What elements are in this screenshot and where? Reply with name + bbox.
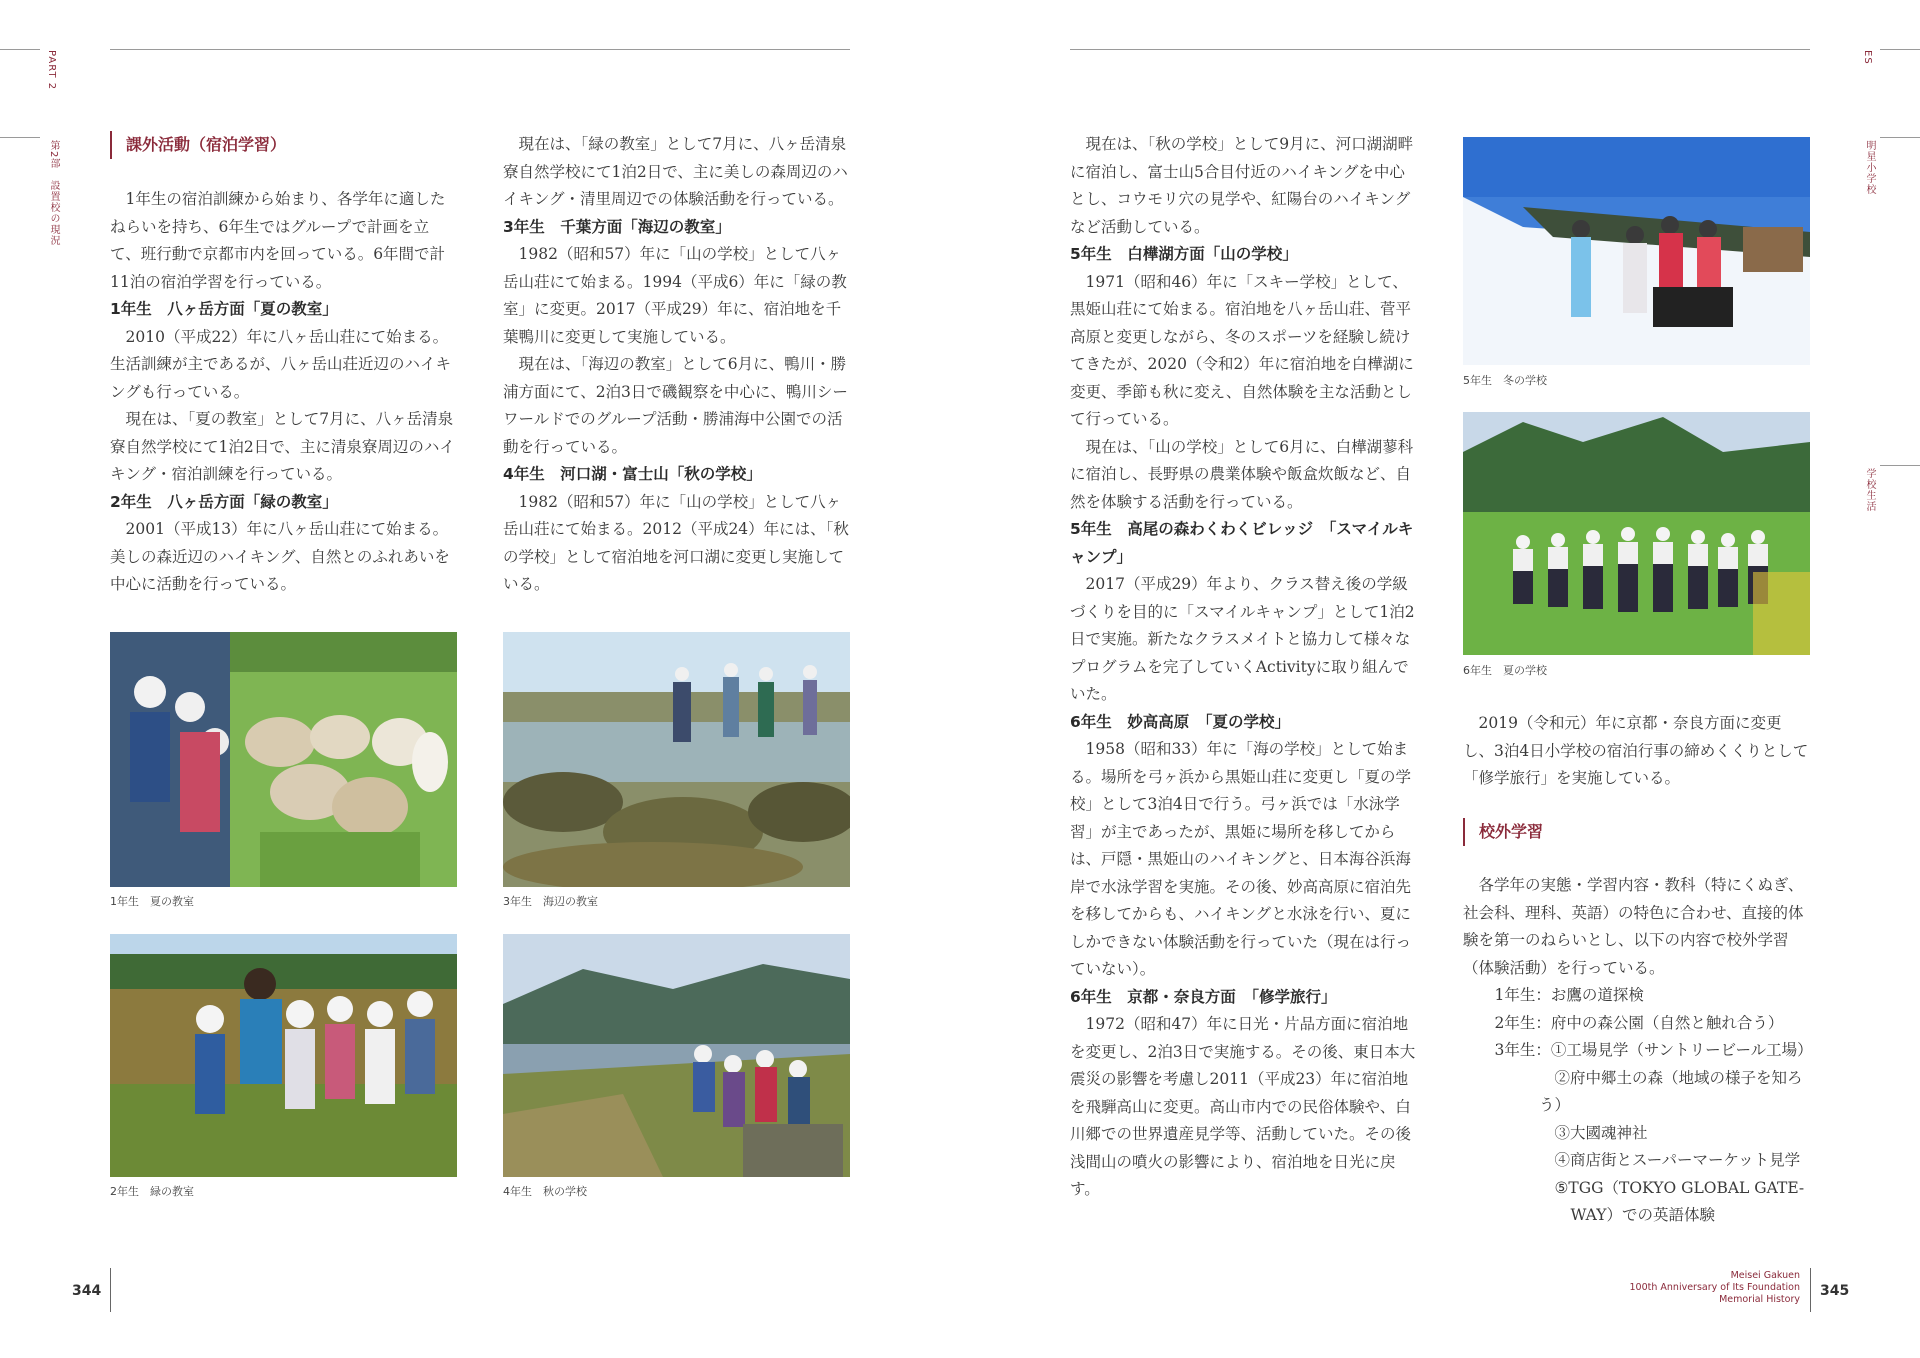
- text-column-1: [110, 186, 458, 599]
- text-column-3: [1070, 131, 1418, 1204]
- tab-school-life: 学校生活: [1864, 468, 1875, 512]
- paragraph: 現在は、「海辺の教室」として6月に、鴨川・勝浦方面にて、2泊3日で磯観察を中心に、鴨川シーワールドでのグループ活動・勝浦海中公園での活動を行っている。: [503, 355, 848, 456]
- page-number-left: 344: [72, 1283, 102, 1299]
- caption-photo-4: 4年生 秋の学校: [503, 1185, 587, 1198]
- paragraph: 1982（昭和57）年に「山の学校」として八ヶ岳山荘にて始まる。1994（平成6）年に「緑の教室」に変更。2017（平成29）年に、宿泊地を千葉鴨川に変更して実施している。: [503, 245, 847, 346]
- chapter-tab: 第2部 設置校の現況: [48, 140, 59, 247]
- list-item: ③大國魂神社: [1554, 1123, 1648, 1142]
- paragraph: 1958（昭和33）年に「海の学校」として始まる。場所を弓ヶ浜から黒姫山荘に変更し「夏の学校」として3泊4日で行う。弓ヶ浜では「水泳学習」が主であったが、黒姫に場所を移してからは、戸隠・黒姫山のハイキングと、日本海谷浜海岸で水泳学習を実施。その後、妙高高原に宿泊先を移してからも、ハイキングと水泳を行い、夏にしかできない体験活動を行っていた（現在は行っていない）。: [1070, 740, 1412, 978]
- paragraph: 現在は、「秋の学校」として9月に、河口湖湖畔に宿泊し、富士山5合目付近のハイキングを中心とし、コウモリ穴の見学や、紅陽台のハイキングなど活動している。: [1070, 135, 1414, 236]
- section-title-outing: 校外学習: [1463, 818, 1543, 846]
- paragraph: 2010（平成22）年に八ヶ岳山荘にて始まる。生活訓練が主であるが、八ヶ岳山荘近辺のハイキングも行っている。: [110, 327, 452, 401]
- page-number-bar-right: [1810, 1268, 1811, 1312]
- list-item: 3年生：①工場見学（サントリービール工場）: [1494, 1041, 1813, 1059]
- caption-photo-3: 2年生 緑の教室: [110, 1185, 194, 1198]
- left-tab-rule: [0, 137, 40, 138]
- paragraph: 現在は、「夏の教室」として7月に、八ヶ岳清泉寮自然学校にて1泊2日で、主に清泉寮周辺のハイキング・宿泊訓練を行っている。: [110, 410, 455, 483]
- text-column-4-outing: [1463, 872, 1811, 1230]
- footer-book-title: [1560, 1270, 1800, 1306]
- list-item: ④商店街とスーパーマーケット見学: [1554, 1151, 1801, 1169]
- paragraph: 1982（昭和57）年に「山の学校」として八ヶ岳山荘にて始まる。2012（平成24）年には、「秋の学校」として宿泊地を河口湖に変更し実施している。: [503, 492, 849, 593]
- right-top-rule: [1880, 49, 1920, 50]
- list-item: WAY）での英語体験: [1570, 1206, 1715, 1224]
- left-header-rule: [110, 49, 850, 50]
- caption-photo-1: 1年生 夏の教室: [110, 895, 194, 908]
- photo-green-classroom: [110, 934, 457, 1177]
- photo-winter-school: [1463, 137, 1810, 365]
- caption-photo-2: 3年生 海辺の教室: [503, 895, 598, 908]
- paragraph: 2019（令和元）年に京都・奈良方面に変更し、3泊4日小学校の宿泊行事の締めくくりとして「修学旅行」を実施している。: [1463, 714, 1809, 787]
- caption-photo-6: 6年生 夏の学校: [1463, 664, 1547, 677]
- photo-summer-school: [1463, 412, 1810, 655]
- subheading-grade6-trip: 6年生 京都・奈良方面 「修学旅行」: [1070, 987, 1337, 1006]
- text-column-2: [503, 131, 851, 599]
- footer-line: 100th Anniversary of Its Foundation: [1629, 1282, 1800, 1293]
- paragraph: 1971（昭和46）年に「スキー学校」として、黒姫山荘にて始まる。宿泊地を八ヶ岳山荘、菅平高原と変更しながら、冬のスポーツを経験し続けてきたが、2020（令和2）年に宿泊地を白樺湖に変更、季節も秋に変え、自然体験を主な活動として行っている。: [1070, 272, 1414, 428]
- list-item: 1年生：お鷹の道探検: [1494, 986, 1644, 1004]
- list-item: ②府中郷土の森（地域の様子を知ろう）: [1539, 1068, 1803, 1114]
- paragraph: 2001（平成13）年に八ヶ岳山荘にて始まる。美しの森近辺のハイキング、自然とのふれあいを中心に活動を行っている。: [110, 520, 450, 593]
- photo-autumn-school: [503, 934, 850, 1177]
- photo-summer-classroom-sheep: [110, 632, 457, 887]
- subheading-grade5-mountain: 5年生 白樺湖方面「山の学校」: [1070, 245, 1298, 263]
- running-head-part: PART 2: [46, 50, 57, 91]
- photo-seaside-classroom: [503, 632, 850, 887]
- paragraph: 2017（平成29）年より、クラス替え後の学級づくりを目的に「スマイルキャンプ」として1泊2日で実施。新たなクラスメイトと協力して様々なプログラムを完了していくActivityに取り組んでいた。: [1070, 575, 1415, 703]
- running-head-es: ES: [1862, 50, 1873, 65]
- page-number-right: 345: [1820, 1283, 1850, 1299]
- paragraph: 各学年の実態・学習内容・教科（特にくぬぎ、社会科、理科、英語）の特色に合わせ、直接的体験を第一のねらいとし、以下の内容で校外学習（体験活動）を行っている。: [1463, 876, 1804, 977]
- caption-photo-5: 5年生 冬の学校: [1463, 374, 1547, 387]
- paragraph: 1972（昭和47）年に日光・片品方面に宿泊地を変更し、2泊3日で実施する。その後、東日本大震災の影響を考慮し2011（平成23）年に宿泊地を飛騨高山に変更。高山市内での民俗体験や、白川郷での世界遺産見学等、活動していた。その後浅間山の噴火の影響により、宿泊地を日光に戻す。: [1070, 1015, 1416, 1198]
- list-item: ⑤TGG（TOKYO GLOBAL GATE-: [1554, 1178, 1805, 1197]
- footer-line: Meisei Gakuen: [1730, 1270, 1800, 1281]
- tab-meisei-elementary: 明星小学校: [1864, 140, 1875, 195]
- right-tab-rule-school: [1880, 137, 1920, 138]
- right-tab-rule-life: [1880, 465, 1920, 466]
- left-top-rule: [0, 49, 40, 50]
- paragraph: 現在は、「緑の教室」として7月に、八ヶ岳清泉寮自然学校にて1泊2日で、主に美しの森周辺のハイキング・清里周辺での体験活動を行っている。: [503, 135, 848, 208]
- right-header-rule: [1070, 49, 1810, 50]
- subheading-grade3: 3年生 千葉方面「海辺の教室」: [503, 217, 731, 236]
- section-title-overnight: 課外活動（宿泊学習）: [110, 131, 286, 159]
- footer-line: Memorial History: [1719, 1294, 1800, 1305]
- paragraph: 1年生の宿泊訓練から始まり、各学年に適したねらいを持ち、6年生ではグループで計画を立て、班行動で京都市内を回っている。6年間で計11泊の宿泊学習を行っている。: [110, 190, 446, 291]
- subheading-grade4: 4年生 河口湖・富士山「秋の学校」: [503, 465, 762, 483]
- subheading-grade5-camp: 5年生 高尾の森わくわくビレッジ 「スマイルキャンプ」: [1070, 520, 1414, 566]
- page-number-bar-left: [110, 1268, 111, 1312]
- list-item: 2年生：府中の森公園（自然と触れ合う）: [1494, 1013, 1784, 1032]
- subheading-grade1: 1年生 八ヶ岳方面「夏の教室」: [110, 300, 338, 318]
- subheading-grade2: 2年生 八ヶ岳方面「緑の教室」: [110, 492, 338, 511]
- paragraph: 現在は、「山の学校」として6月に、白樺湖蓼科に宿泊し、長野県の農業体験や飯盒炊飯など、自然を体験する活動を行っている。: [1070, 437, 1414, 511]
- text-column-4: [1463, 710, 1811, 793]
- subheading-grade6-summer: 6年生 妙高高原 「夏の学校」: [1070, 712, 1291, 731]
